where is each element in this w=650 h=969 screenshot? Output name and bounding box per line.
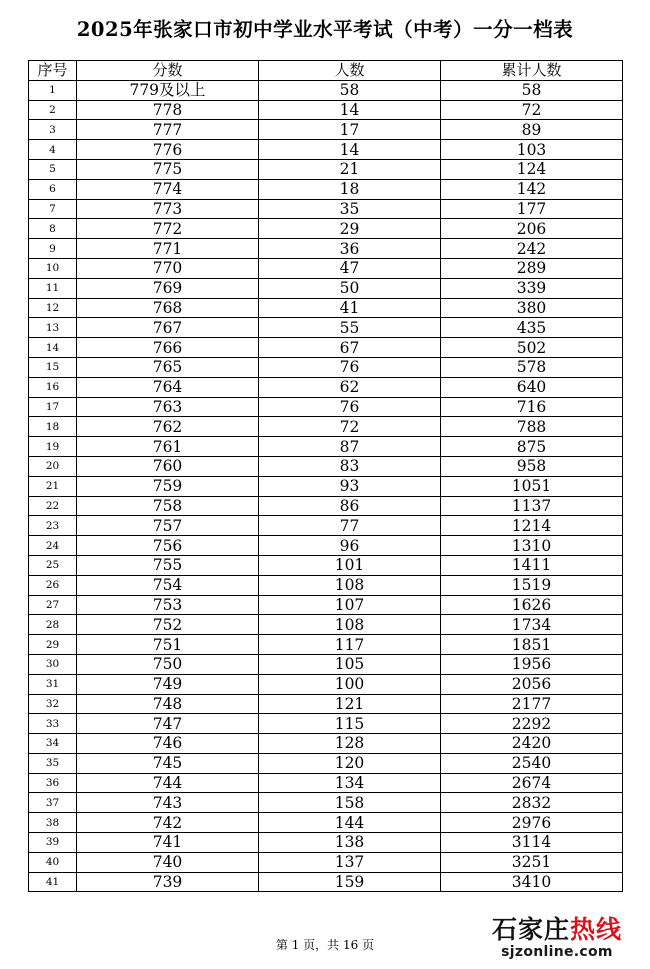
cell-score: 749: [77, 674, 259, 694]
table-row: [29, 575, 623, 595]
cell-count: 87: [259, 437, 441, 457]
table-row: [29, 397, 623, 417]
table-row: [29, 516, 623, 536]
cell-cumulative: 1137: [441, 496, 623, 516]
cell-cumulative: 2832: [441, 793, 623, 813]
cell-score: 769: [77, 278, 259, 298]
cell-cumulative: 206: [441, 219, 623, 239]
cell-score: 754: [77, 575, 259, 595]
cell-cumulative: 2976: [441, 813, 623, 833]
cell-index: 38: [29, 813, 77, 833]
cell-index: 22: [29, 496, 77, 516]
table-row: [29, 159, 623, 179]
cell-cumulative: 578: [441, 357, 623, 377]
page-number: 第 1 页，共 16 页: [275, 938, 375, 952]
cell-count: 159: [259, 872, 441, 892]
cell-count: 134: [259, 773, 441, 793]
cell-index: 5: [29, 159, 77, 179]
cell-score: 763: [77, 397, 259, 417]
cell-count: 67: [259, 338, 441, 358]
table-row: [29, 615, 623, 635]
cell-index: 28: [29, 615, 77, 635]
table-row: [29, 694, 623, 714]
header-score: 分数: [77, 61, 259, 81]
table-row: [29, 258, 623, 278]
table-row: [29, 80, 623, 100]
cell-index: 25: [29, 555, 77, 575]
cell-count: 18: [259, 179, 441, 199]
cell-count: 77: [259, 516, 441, 536]
cell-cumulative: 1851: [441, 635, 623, 655]
cell-index: 39: [29, 833, 77, 853]
watermark-url: sjzonline.com: [501, 944, 613, 960]
cell-score: 742: [77, 813, 259, 833]
cell-cumulative: 958: [441, 456, 623, 476]
cell-score: 771: [77, 239, 259, 259]
header-cumulative: 累计人数: [441, 61, 623, 81]
cell-count: 107: [259, 595, 441, 615]
cell-index: 35: [29, 753, 77, 773]
cell-cumulative: 1626: [441, 595, 623, 615]
cell-count: 101: [259, 555, 441, 575]
cell-index: 1: [29, 80, 77, 100]
cell-score: 746: [77, 734, 259, 754]
cell-score: 743: [77, 793, 259, 813]
cell-cumulative: 2420: [441, 734, 623, 754]
table-body: [29, 80, 623, 892]
cell-score: 777: [77, 120, 259, 140]
cell-cumulative: 2177: [441, 694, 623, 714]
table-row: [29, 536, 623, 556]
header-index: 序号: [29, 61, 77, 81]
cell-score: 758: [77, 496, 259, 516]
cell-count: 29: [259, 219, 441, 239]
table-row: [29, 100, 623, 120]
cell-index: 23: [29, 516, 77, 536]
cell-index: 4: [29, 140, 77, 160]
table-row: [29, 476, 623, 496]
cell-cumulative: 716: [441, 397, 623, 417]
cell-score: 768: [77, 298, 259, 318]
table-row: [29, 219, 623, 239]
cell-index: 26: [29, 575, 77, 595]
table-row: [29, 140, 623, 160]
cell-cumulative: 103: [441, 140, 623, 160]
table-row: [29, 179, 623, 199]
cell-index: 21: [29, 476, 77, 496]
table-header-row: [29, 61, 623, 81]
cell-score: 774: [77, 179, 259, 199]
cell-score: 760: [77, 456, 259, 476]
cell-cumulative: 177: [441, 199, 623, 219]
cell-score: 750: [77, 654, 259, 674]
cell-score: 757: [77, 516, 259, 536]
cell-index: 41: [29, 872, 77, 892]
table-row: [29, 318, 623, 338]
cell-score: 751: [77, 635, 259, 655]
cell-index: 30: [29, 654, 77, 674]
cell-score: 747: [77, 714, 259, 734]
cell-score: 765: [77, 357, 259, 377]
cell-index: 13: [29, 318, 77, 338]
cell-cumulative: 3410: [441, 872, 623, 892]
cell-score: 772: [77, 219, 259, 239]
cell-count: 120: [259, 753, 441, 773]
cell-cumulative: 2056: [441, 674, 623, 694]
cell-cumulative: 289: [441, 258, 623, 278]
cell-score: 753: [77, 595, 259, 615]
cell-count: 86: [259, 496, 441, 516]
cell-index: 16: [29, 377, 77, 397]
cell-index: 3: [29, 120, 77, 140]
cell-cumulative: 1310: [441, 536, 623, 556]
cell-score: 764: [77, 377, 259, 397]
cell-index: 10: [29, 258, 77, 278]
cell-cumulative: 788: [441, 417, 623, 437]
cell-count: 121: [259, 694, 441, 714]
cell-count: 76: [259, 397, 441, 417]
cell-index: 40: [29, 852, 77, 872]
cell-count: 17: [259, 120, 441, 140]
table-row: [29, 298, 623, 318]
cell-count: 117: [259, 635, 441, 655]
cell-score: 778: [77, 100, 259, 120]
cell-index: 20: [29, 456, 77, 476]
table-row: [29, 417, 623, 437]
cell-count: 105: [259, 654, 441, 674]
cell-cumulative: 339: [441, 278, 623, 298]
cell-score: 744: [77, 773, 259, 793]
table-row: [29, 456, 623, 476]
cell-count: 41: [259, 298, 441, 318]
cell-count: 100: [259, 674, 441, 694]
cell-score: 748: [77, 694, 259, 714]
table-row: [29, 714, 623, 734]
cell-count: 144: [259, 813, 441, 833]
cell-count: 62: [259, 377, 441, 397]
table-row: [29, 377, 623, 397]
table-row: [29, 654, 623, 674]
cell-index: 29: [29, 635, 77, 655]
table-row: [29, 496, 623, 516]
cell-cumulative: 124: [441, 159, 623, 179]
cell-cumulative: 875: [441, 437, 623, 457]
watermark-logo: [482, 916, 632, 960]
cell-count: 108: [259, 575, 441, 595]
cell-cumulative: 640: [441, 377, 623, 397]
cell-index: 31: [29, 674, 77, 694]
cell-count: 138: [259, 833, 441, 853]
cell-count: 115: [259, 714, 441, 734]
cell-score: 770: [77, 258, 259, 278]
cell-cumulative: 1411: [441, 555, 623, 575]
header-count: 人数: [259, 61, 441, 81]
cell-cumulative: 89: [441, 120, 623, 140]
table-row: [29, 555, 623, 575]
cell-count: 93: [259, 476, 441, 496]
table-row: [29, 278, 623, 298]
cell-score: 766: [77, 338, 259, 358]
cell-score: 762: [77, 417, 259, 437]
cell-index: 19: [29, 437, 77, 457]
cell-cumulative: 435: [441, 318, 623, 338]
cell-index: 17: [29, 397, 77, 417]
cell-cumulative: 502: [441, 338, 623, 358]
cell-score: 761: [77, 437, 259, 457]
cell-count: 55: [259, 318, 441, 338]
cell-count: 14: [259, 140, 441, 160]
cell-score: 776: [77, 140, 259, 160]
table-row: [29, 773, 623, 793]
cell-index: 12: [29, 298, 77, 318]
cell-index: 18: [29, 417, 77, 437]
cell-index: 11: [29, 278, 77, 298]
cell-index: 32: [29, 694, 77, 714]
cell-index: 6: [29, 179, 77, 199]
cell-cumulative: 1734: [441, 615, 623, 635]
table-row: [29, 753, 623, 773]
table-row: [29, 833, 623, 853]
cell-count: 128: [259, 734, 441, 754]
cell-cumulative: 58: [441, 80, 623, 100]
cell-score: 775: [77, 159, 259, 179]
cell-count: 36: [259, 239, 441, 259]
cell-index: 36: [29, 773, 77, 793]
cell-score: 773: [77, 199, 259, 219]
table-row: [29, 357, 623, 377]
cell-cumulative: 2292: [441, 714, 623, 734]
table-row: [29, 872, 623, 892]
cell-cumulative: 3251: [441, 852, 623, 872]
cell-cumulative: 1519: [441, 575, 623, 595]
cell-score: 752: [77, 615, 259, 635]
cell-cumulative: 142: [441, 179, 623, 199]
cell-count: 50: [259, 278, 441, 298]
cell-count: 21: [259, 159, 441, 179]
cell-index: 24: [29, 536, 77, 556]
cell-count: 35: [259, 199, 441, 219]
cell-cumulative: 3114: [441, 833, 623, 853]
cell-cumulative: 1051: [441, 476, 623, 496]
watermark-hot-text: 热线: [570, 915, 623, 944]
cell-index: 34: [29, 734, 77, 754]
cell-index: 27: [29, 595, 77, 615]
table-row: [29, 852, 623, 872]
table-row: [29, 635, 623, 655]
cell-cumulative: 1214: [441, 516, 623, 536]
cell-score: 741: [77, 833, 259, 853]
cell-index: 33: [29, 714, 77, 734]
cell-index: 15: [29, 357, 77, 377]
table-row: [29, 120, 623, 140]
cell-cumulative: 2540: [441, 753, 623, 773]
table-row: [29, 437, 623, 457]
cell-count: 58: [259, 80, 441, 100]
cell-index: 2: [29, 100, 77, 120]
cell-count: 158: [259, 793, 441, 813]
cell-cumulative: 380: [441, 298, 623, 318]
cell-score: 779及以上: [77, 80, 259, 100]
cell-index: 9: [29, 239, 77, 259]
cell-index: 8: [29, 219, 77, 239]
watermark-title: [482, 916, 632, 944]
cell-score: 767: [77, 318, 259, 338]
table-row: [29, 199, 623, 219]
table-row: [29, 595, 623, 615]
watermark-main-text: 石家庄: [491, 915, 570, 944]
cell-count: 72: [259, 417, 441, 437]
cell-count: 96: [259, 536, 441, 556]
cell-score: 756: [77, 536, 259, 556]
cell-score: 759: [77, 476, 259, 496]
table-row: [29, 813, 623, 833]
cell-count: 14: [259, 100, 441, 120]
table-row: [29, 734, 623, 754]
cell-index: 7: [29, 199, 77, 219]
score-table: [28, 60, 623, 892]
cell-score: 755: [77, 555, 259, 575]
cell-score: 745: [77, 753, 259, 773]
cell-count: 76: [259, 357, 441, 377]
table-row: [29, 793, 623, 813]
cell-cumulative: 2674: [441, 773, 623, 793]
page-title: 2025年张家口市初中学业水平考试（中考）一分一档表: [76, 18, 574, 41]
cell-score: 740: [77, 852, 259, 872]
cell-count: 137: [259, 852, 441, 872]
cell-index: 14: [29, 338, 77, 358]
cell-cumulative: 242: [441, 239, 623, 259]
cell-cumulative: 1956: [441, 654, 623, 674]
table-row: [29, 338, 623, 358]
cell-count: 47: [259, 258, 441, 278]
cell-count: 108: [259, 615, 441, 635]
cell-cumulative: 72: [441, 100, 623, 120]
cell-score: 739: [77, 872, 259, 892]
table-row: [29, 239, 623, 259]
cell-count: 83: [259, 456, 441, 476]
cell-index: 37: [29, 793, 77, 813]
table-row: [29, 674, 623, 694]
